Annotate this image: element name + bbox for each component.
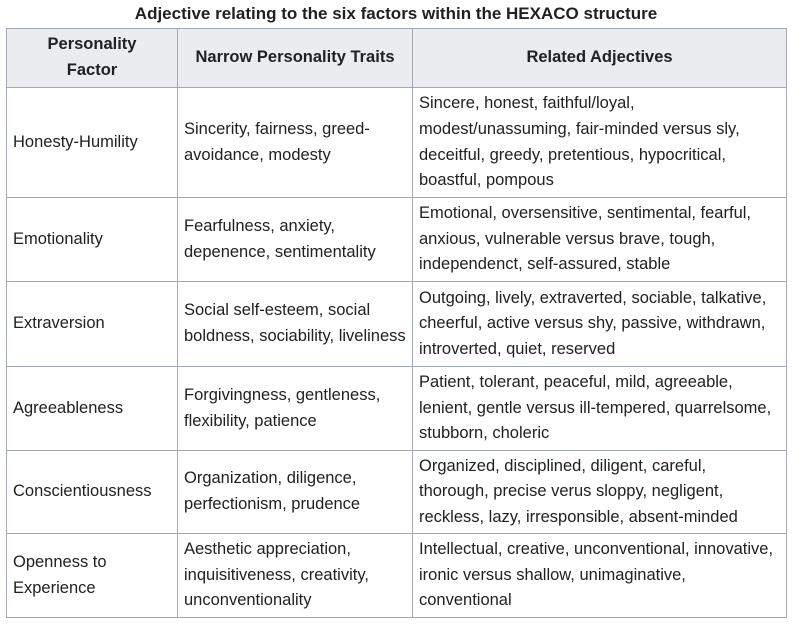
table-row	[7, 367, 787, 451]
cell-adjectives: Patient, tolerant, peaceful, mild, agreeable, lenient, gentle versus ill-tempered, quarrelsome, stubborn, choleric	[413, 367, 787, 451]
cell-traits: Organization, diligence, perfectionism, prudence	[178, 451, 413, 534]
cell-traits: Forgivingness, gentleness, flexibility, patience	[178, 367, 413, 451]
cell-factor: Agreeableness	[7, 367, 178, 451]
cell-factor: Openness to Experience	[7, 534, 178, 618]
cell-traits: Social self-esteem, social boldness, sociability, liveliness	[178, 282, 413, 367]
cell-traits: Aesthetic appreciation, inquisitiveness, creativity, unconventionality	[178, 534, 413, 618]
table-row	[7, 198, 787, 282]
table-row	[7, 451, 787, 534]
header-personality-factor: Personality Factor	[7, 29, 178, 88]
cell-adjectives: Emotional, oversensitive, sentimental, fearful, anxious, vulnerable versus brave, tough, independenct, self-assured, stable	[413, 198, 787, 282]
table-caption: Adjective relating to the six factors within the HEXACO structure	[134, 4, 658, 23]
cell-factor: Conscientiousness	[7, 451, 178, 534]
cell-adjectives: Intellectual, creative, unconventional, innovative, ironic versus shallow, unimaginative, conventional	[413, 534, 787, 618]
header-row	[7, 29, 787, 88]
cell-adjectives: Sincere, honest, faithful/loyal, modest/unassuming, fair-minded versus sly, deceitful, greedy, pretentious, hypocritical, boastful, pompous	[413, 88, 787, 198]
cell-adjectives: Organized, disciplined, diligent, careful, thorough, precise verus sloppy, negligent, reckless, lazy, irresponsible, absent-minded	[413, 451, 787, 534]
header-related-adjectives: Related Adjectives	[413, 29, 787, 88]
cell-traits: Sincerity, fairness, greed-avoidance, modesty	[178, 88, 413, 198]
cell-adjectives: Outgoing, lively, extraverted, sociable, talkative, cheerful, active versus shy, passive, withdrawn, introverted, quiet, reserved	[413, 282, 787, 367]
table-row	[7, 88, 787, 198]
cell-factor: Honesty-Humility	[7, 88, 178, 198]
cell-factor: Extraversion	[7, 282, 178, 367]
header-narrow-traits: Narrow Personality Traits	[178, 29, 413, 88]
cell-traits: Fearfulness, anxiety, depenence, sentimentality	[178, 198, 413, 282]
cell-factor: Emotionality	[7, 198, 178, 282]
table-row	[7, 282, 787, 367]
table-row	[7, 534, 787, 618]
hexaco-table	[6, 28, 787, 618]
